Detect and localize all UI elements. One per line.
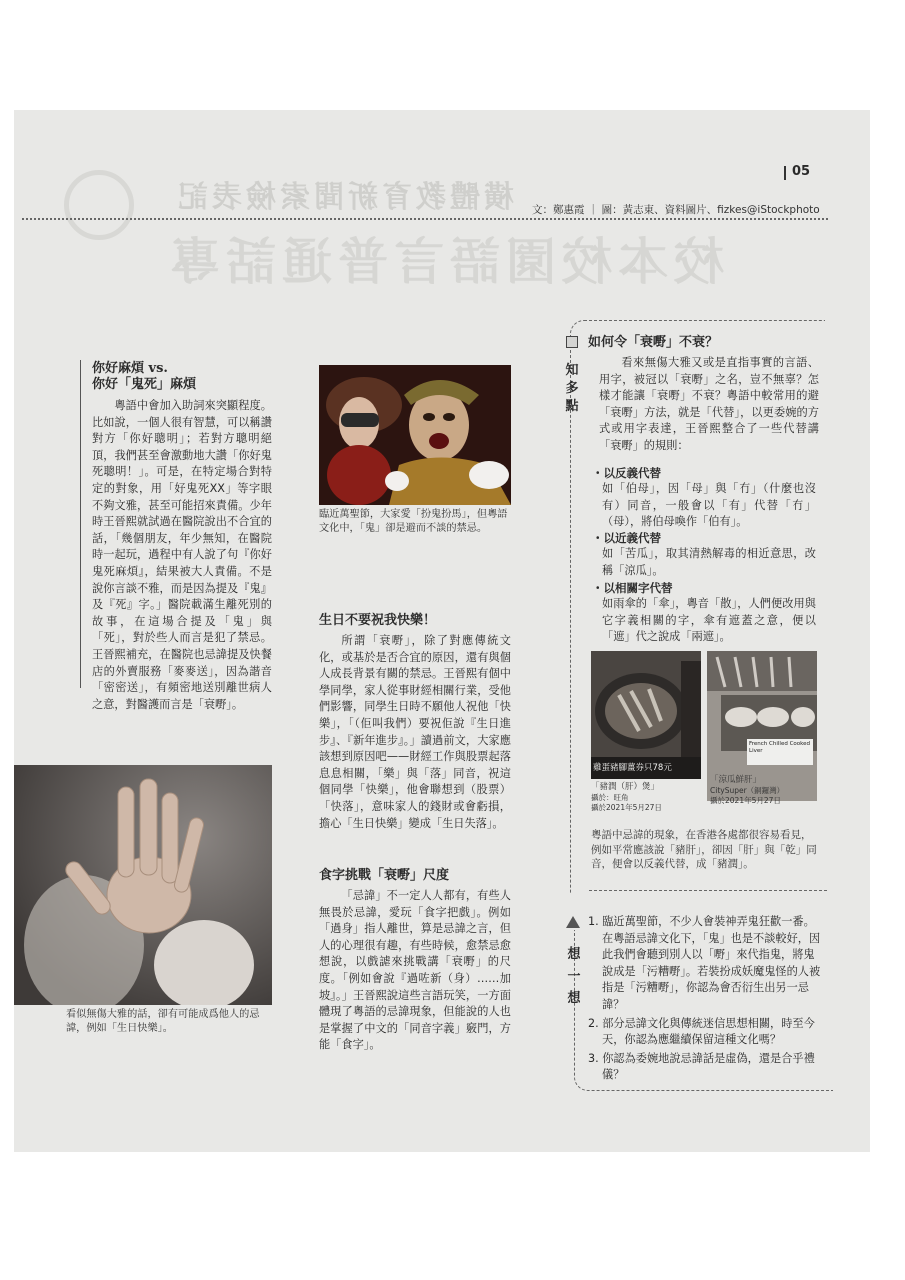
food-photos-caption: 粵語中忌諱的現象，在香港各處都很容易看見，例如平常應該說「豬肝」，卻因「肝」與「乾」同音，便會以反義代替，成「豬潤」。 bbox=[591, 829, 817, 870]
halloween-photo bbox=[319, 365, 511, 505]
rule-3-text: 如雨傘的「傘」，粵音「散」，人們便改用與它字義相關的字，傘有遮蓋之意，便以「遮」代之說成「兩遮」。 bbox=[602, 597, 816, 644]
page-number-rule bbox=[784, 166, 786, 180]
rule-2-text: 如「苦瓜」，取其清熱解毒的相近意思，改稱「涼瓜」。 bbox=[602, 547, 816, 577]
ghost-print-line2: 校本校園語言普通話專 bbox=[164, 233, 724, 291]
rule-2-title: ・以近義代替 bbox=[592, 531, 661, 545]
knowledge-label-char-1: 知 bbox=[565, 363, 579, 378]
rule-3-title: ・以相關字代替 bbox=[592, 581, 673, 595]
rule-1-text: 如「伯母」，因「母」與「冇」（什麼也沒有）同音，一般會以「有」代替「冇」（母），將伯母喚作「伯有」。 bbox=[602, 482, 816, 529]
header-rule bbox=[22, 218, 828, 220]
hand-photo bbox=[14, 765, 272, 1005]
knowledge-label-char-3: 點 bbox=[565, 399, 579, 414]
think-label-char-1: 想 bbox=[567, 947, 581, 962]
knowledge-box-bottom-rule bbox=[589, 890, 827, 891]
left-article-heading-1: 你好麻煩 vs. bbox=[92, 361, 168, 376]
left-article-heading-2: 你好「鬼死」麻煩 bbox=[92, 377, 197, 392]
pork-liver-source: 攝於：旺角 攝於2021年5月27日 bbox=[591, 793, 662, 812]
knowledge-heading: 如何令「衰嘢」不衰？ bbox=[588, 335, 719, 350]
page-number: 05 bbox=[792, 164, 811, 179]
birthday-heading: 生日不要祝我快樂！ bbox=[319, 613, 437, 628]
ghost-print-line1: 橫體教育新聞索檢表記 bbox=[174, 180, 514, 215]
bitter-melon-liver-source: CitySuper（銅鑼灣） 攝於2021年5月27日 bbox=[710, 786, 785, 805]
think-marker bbox=[566, 916, 580, 928]
left-article-rule bbox=[80, 360, 81, 688]
food-body: 「忌諱」不一定人人都有，有些人無畏於忌諱，愛玩「食字把戲」。例如「過身」指人離世，算是忌諱之言，但人的心理很有趣，有些時候，愈禁忌愈想說，以戲謔來挑戰講「衰嘢」的尺度。「例如會說『過咗新（身）……加坡』。」王晉熙說這些言語玩笑，一方面體現了粵語的忌諱現象，但能說的人也是掌握了中文的「同音字義」竅門，方能「食字」。 bbox=[319, 889, 511, 1052]
pork-liver-photo bbox=[591, 651, 701, 779]
think-label-char-2: 一 bbox=[567, 969, 581, 984]
knowledge-marker bbox=[566, 336, 578, 348]
pork-liver-label: 「豬潤（肝）煲」 bbox=[591, 782, 660, 792]
think-questions bbox=[588, 914, 822, 1086]
left-article-body: 粵語中會加入助詞來突顯程度。比如說，一個人很有智慧，可以稱讚對方「你好聰明」；若對方聰明絕頂，我們甚至會激動地大讚「你好鬼死聰明！」。可是，在特定場合對特定的對象，用「好鬼死XX」等字眼不夠文雅，甚至可能招來責備。少年時王晉熙就試過在醫院說出不合宜的話，「幾個朋友，年少無知，在醫院時一起玩，過程中有人說了句『你好鬼死麻煩』，結果被大人責備。不是說你言談不雅，而是因為提及『鬼』及『死』字。」醫院載滿生離死別的故事，在這場合提及「鬼」與「死」，對於些人而言是犯了禁忌。王晉熙補充，在醫院也忌諱提及快餐店的外賣服務「麥麥送」，因為諧音「密密送」，有頻密地送別離世病人之意，對醫護而言是「衰嘢」。 bbox=[92, 399, 272, 711]
newspaper-page bbox=[14, 110, 870, 1152]
knowledge-label-char-2: 多 bbox=[565, 381, 579, 396]
knowledge-intro: 看來無傷大雅又或是直指事實的言語、用字，被冠以「衰嘢」之名，豈不無辜？怎樣才能讓「衰嘢」不衰？粵語中較常用的避「衰嘢」方法，就是「代替」，以更委婉的方式或用字表達，王晉熙整合了一些代替講「衰嘢」的規則： bbox=[599, 356, 819, 452]
think-question-3: 3. 你認為委婉地說忌諱話是虛偽，還是合乎禮儀？ bbox=[588, 1051, 815, 1082]
pork-liver-price-tag: 雞蛋豬腳薑券只78元 bbox=[593, 763, 672, 773]
ghost-logo bbox=[64, 170, 134, 240]
food-heading: 食字挑戰「衰嘢」尺度 bbox=[319, 868, 450, 883]
think-question-1: 1. 臨近萬聖節，不少人會裝神弄鬼狂歡一番。在粵語忌諱文化下，「鬼」也是不談較好，因此我們會聽到別人以「嘢」來代指鬼，將鬼說成是「污糟嘢」。若裝扮成妖魔鬼怪的人被指是「污糟嘢」，你認為會否衍生出另一忌諱？ bbox=[588, 915, 821, 1011]
halloween-photo-caption: 臨近萬聖節，大家愛「扮鬼扮馬」，但粵語文化中，「鬼」卻是避而不談的禁忌。 bbox=[319, 509, 508, 534]
think-question-2: 2. 部分忌諱文化與傳統迷信思想相關，時至今天，你認為應繼續保留這種文化嗎？ bbox=[588, 1016, 815, 1047]
think-label-char-3: 想 bbox=[567, 991, 581, 1006]
birthday-body: 所謂「衰嘢」，除了對應傳統文化，或基於是否合宜的原因，還有與個人成長背景有關的禁忌。王晉熙有個中學同學，家人從事財經相關行業，受他們影響，同學生日時不願他人祝他「快樂」，「（佢叫我們）要祝佢說『生日進步』、『新年進步』。」讀過前文，大家應該想到原因吧——財經工作與股票起落息息相關，「樂」與「落」同音，祝這個同學「快樂」，他會聯想到（股票）「快落」，意味家人的錢財或會虧損，擔心「生日快樂」變成「生日失落」。 bbox=[319, 634, 511, 830]
bitter-melon-liver-label: 「涼瓜鮮肝」 bbox=[710, 775, 762, 785]
credit-line: 文：鄭惠霞 ｜ 圖：黃志東、資料圖片、fizkes@iStockphoto bbox=[532, 204, 820, 216]
rule-1-title: ・以反義代替 bbox=[592, 466, 661, 480]
hand-photo-caption: 看似無傷大雅的話，卻有可能成爲他人的忌諱，例如「生日快樂」。 bbox=[66, 1009, 260, 1034]
bitter-melon-liver-tag: French Chilled Cooked Liver bbox=[749, 741, 810, 754]
